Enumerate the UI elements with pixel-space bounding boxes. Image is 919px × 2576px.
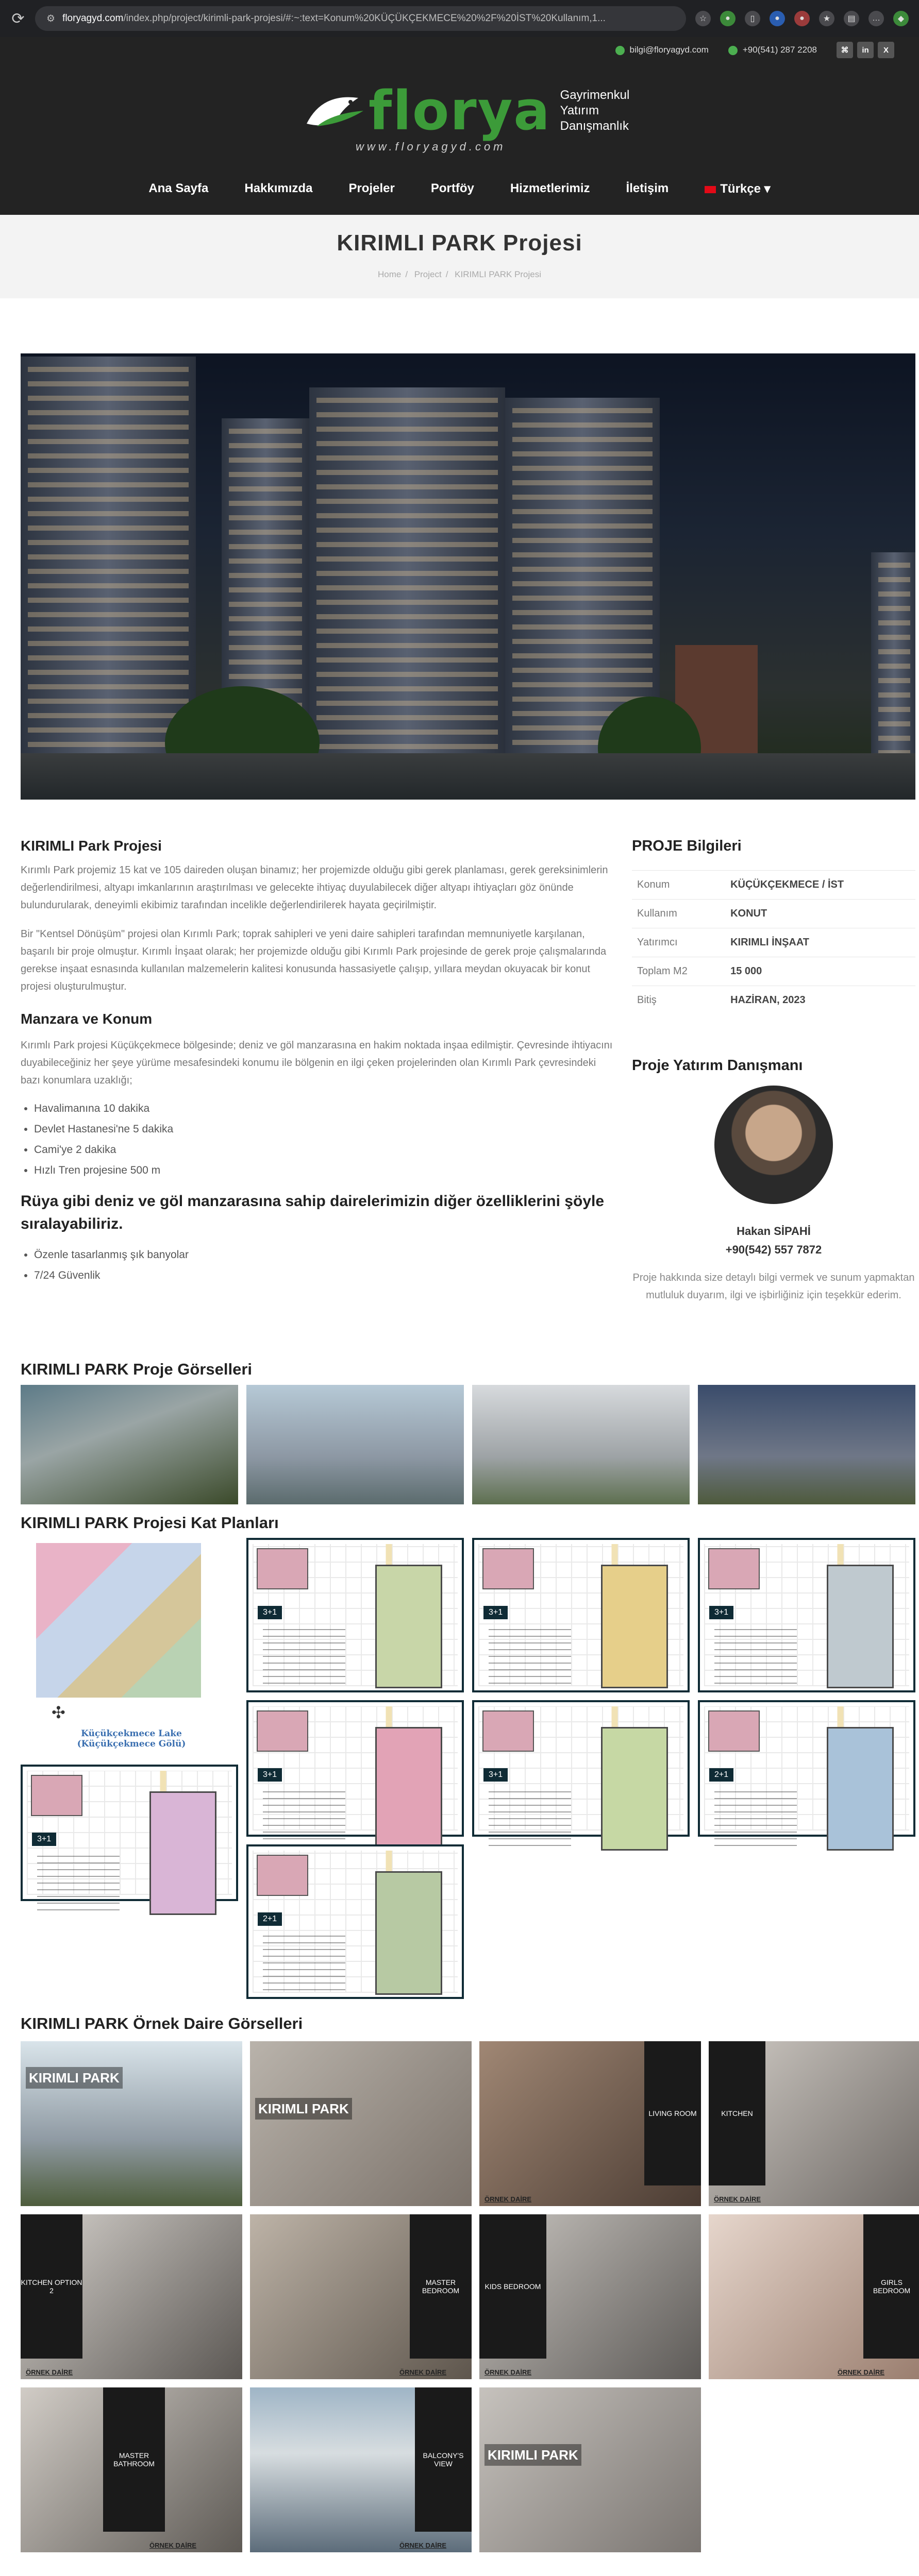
floor-plan-thumb[interactable]: 3+1 <box>472 1700 690 1837</box>
top-contact-bar <box>0 37 919 63</box>
table-row: Toplam M2 15 000 <box>632 957 915 986</box>
page-title-bar <box>0 215 919 298</box>
extension-icon[interactable]: ● <box>794 11 810 26</box>
site-logo[interactable] <box>302 79 630 153</box>
gallery-image[interactable] <box>21 1385 238 1504</box>
info-title: PROJE Bilgileri <box>632 838 742 854</box>
sample-image[interactable]: LIVING ROOM ÖRNEK DAİRE <box>479 2041 701 2206</box>
advisor-text: Proje hakkında size detaylı bilgi vermek ve sunum yapmaktan mutluluk duyarım, ilgi ve işbirliğiniz için teşekkür ederim. <box>632 1272 915 1301</box>
project-heading: KIRIMLI Park Projesi <box>21 838 162 854</box>
compass-icon: ✣ <box>52 1703 65 1722</box>
menu-item-about[interactable]: Hakkımızda <box>244 181 313 195</box>
features-list <box>21 1245 613 1286</box>
menu-item-home[interactable]: Ana Sayfa <box>148 181 209 195</box>
advisor-phone[interactable]: +90(542) 557 7872 <box>725 1243 822 1256</box>
site-plan-image[interactable] <box>21 1538 238 1755</box>
project-paragraph: Bir "Kentsel Dönüşüm" projesi olan Kırımlı Park; toprak sahipleri ve yeni daire sahipleri tarafından memnuniyetle karşılanan, başarılı bir proje olmuştur. Kırımlı İnşaat olarak; her projemizde olduğu gibi Kırımlı Park projesinde de gerek proje çalışmalarında gerekse inşaat esnasında kullanılan malzemelerin kalitesi konusunda hassasiyetle çalışıp, yıllara meydan okuyacak bir konut projesi oluşturulmuştur. <box>21 928 607 992</box>
advisor-card <box>632 1057 915 1304</box>
building-render <box>309 387 505 800</box>
floor-plan-thumb[interactable]: 2+1 <box>246 1844 464 1999</box>
features-heading: Rüya gibi deniz ve göl manzarasına sahip dairelerimizin diğer özelliklerini şöyle sıralayabiliriz. <box>21 1193 605 1232</box>
floor-plan-thumb[interactable]: 3+1 <box>698 1538 915 1692</box>
sample-image[interactable]: GIRLS BEDROOM ÖRNEK DAİRE <box>709 2214 919 2379</box>
menu-item-contact[interactable]: İletişim <box>626 181 669 195</box>
menu-item-projects[interactable]: Projeler <box>348 181 395 195</box>
whatsapp-icon <box>728 46 738 55</box>
logo-site-url: www.floryagyd.com <box>356 140 506 153</box>
sample-image[interactable]: KIDS BEDROOM ÖRNEK DAİRE <box>479 2214 701 2379</box>
lake-label: Küçükçekmece Lake (Küçükçekmece Gölü) <box>77 1728 186 1749</box>
sample-image[interactable]: BALCONY'S VIEW ÖRNEK DAİRE <box>250 2387 472 2552</box>
more-icon[interactable]: … <box>868 11 884 26</box>
sample-image[interactable]: KIRIMLI PARK <box>21 2041 242 2206</box>
star-icon[interactable]: ☆ <box>695 11 711 26</box>
social-links <box>837 42 894 58</box>
location-paragraph: Kırımlı Park projesi Küçükçekmece bölgesinde; deniz ve göl manzarasına en hakim noktada inşaa edilmiştir. Çevresinde ihtiyacını duyabileceğiniz her şeye yürüme mesafesindeki konumu ile bölgenin en ilgi çeken projelerinden olan Kırımlı Park çevresindeki bazı konumlara uzaklığı; <box>21 1040 613 1086</box>
collections-icon[interactable]: ▤ <box>844 11 859 26</box>
bird-logo-icon <box>302 82 369 139</box>
gallery-image[interactable] <box>246 1385 464 1504</box>
avatar <box>714 1086 833 1204</box>
advisor-name: Hakan SİPAHİ <box>737 1225 811 1238</box>
distance-list <box>21 1098 613 1181</box>
tune-icon: ⚙ <box>46 13 56 24</box>
site-header <box>0 63 919 215</box>
floor-plan-thumb[interactable]: 3+1 <box>472 1538 690 1692</box>
phone-link[interactable]: +90(541) 287 2208 <box>728 45 817 55</box>
page-title: KIRIMLI PARK Projesi <box>337 230 582 256</box>
table-row: Yatırımcı KIRIMLI İNŞAAT <box>632 928 915 957</box>
location-heading: Manzara ve Konum <box>21 1011 153 1027</box>
project-hero-image <box>21 353 915 800</box>
url-path: /index.php/project/kirimli-park-projesi/#:~:text=Konum%20KÜÇÜKÇEKMECE%20%2F%20İST%20Kullanım,1... <box>123 13 606 24</box>
breadcrumb-project[interactable]: Project <box>414 269 442 279</box>
list-item: • Cami'ye 2 dakika <box>34 1140 613 1160</box>
gallery-image[interactable] <box>472 1385 690 1504</box>
list-item: • Havalimanına 10 dakika <box>34 1098 613 1119</box>
floor-plan-thumb[interactable]: 3+1 <box>246 1538 464 1692</box>
x-icon[interactable]: X <box>878 42 894 58</box>
language-selector[interactable]: Türkçe ▾ <box>705 181 770 196</box>
site-plan-drawing <box>36 1543 201 1698</box>
reload-icon[interactable]: ⟳ <box>11 10 25 27</box>
project-info-panel <box>632 838 915 1014</box>
floor-plan-thumb[interactable]: 3+1 <box>246 1700 464 1837</box>
list-item: • Özenle tasarlanmış şık banyolar <box>34 1245 613 1265</box>
linkedin-icon[interactable]: in <box>857 42 874 58</box>
sample-image[interactable]: KITCHEN OPTION 2 ÖRNEK DAİRE <box>21 2214 242 2379</box>
sample-image[interactable]: KIRIMLI PARK <box>250 2041 472 2206</box>
logo-wordmark: florya <box>369 79 551 142</box>
menu-item-portfolio[interactable]: Portföy <box>430 181 474 195</box>
address-bar[interactable] <box>35 6 686 31</box>
logo-tagline: Gayrimenkul Yatırım Danışmanlık <box>560 88 630 133</box>
table-row: Konum KÜÇÜKÇEKMECE / İST <box>632 871 915 900</box>
sample-image[interactable]: MASTER BATHROOM ÖRNEK DAİRE <box>21 2387 242 2552</box>
turkey-flag-icon <box>705 186 716 193</box>
plans-title: KIRIMLI PARK Projesi Kat Planları <box>21 1514 279 1532</box>
url-domain: floryagyd.com <box>62 13 124 24</box>
mail-icon <box>615 46 625 55</box>
floor-plan-thumb[interactable]: 3+1 <box>21 1765 238 1901</box>
info-table <box>632 870 915 1014</box>
favorites-icon[interactable]: ★ <box>819 11 834 26</box>
visuals-title: KIRIMLI PARK Proje Görselleri <box>21 1360 253 1378</box>
gallery-image[interactable] <box>698 1385 915 1504</box>
list-item: • 7/24 Güvenlik <box>34 1265 613 1286</box>
main-menu <box>0 181 919 196</box>
browser-toolbar <box>0 0 919 37</box>
extension-icon[interactable]: ● <box>770 11 785 26</box>
sample-image[interactable]: MASTER BEDROOM ÖRNEK DAİRE <box>250 2214 472 2379</box>
table-row: Bitiş HAZİRAN, 2023 <box>632 986 915 1015</box>
breadcrumb: Home / Project / KIRIMLI PARK Projesi <box>377 269 542 279</box>
instagram-icon[interactable]: ⌘ <box>837 42 853 58</box>
sample-image[interactable]: KIRIMLI PARK <box>479 2387 701 2552</box>
list-item: • Hızlı Tren projesine 500 m <box>34 1160 613 1181</box>
copilot-icon[interactable]: ◆ <box>893 11 909 26</box>
advisor-title: Proje Yatırım Danışmanı <box>632 1057 803 1074</box>
list-item: • Devlet Hastanesi'ne 5 dakika <box>34 1119 613 1140</box>
email-link[interactable]: bilgi@floryagyd.com <box>615 45 709 55</box>
project-paragraph: Kırımlı Park projemiz 15 kat ve 105 daireden oluşan binamız; her projemizde olduğu gibi gerek planlaması, gerek gereksinimlerin değerlendirilmesi, altyapı imkanlarının araştırılması ve gelecekte ihtiyaç duyulabilecek diğer altyapı ihtiyaçları göz önünde bulundurularak, deneyimli ekibimiz tarafından incelikle değerlendirilerek hayata geçirilmiştir. <box>21 865 608 911</box>
samples-title: KIRIMLI PARK Örnek Daire Görselleri <box>21 2014 303 2032</box>
street-render <box>21 753 915 800</box>
sample-image[interactable]: KITCHEN ÖRNEK DAİRE <box>709 2041 919 2206</box>
floor-plan-thumb[interactable]: 2+1 <box>698 1700 915 1837</box>
extension-icon[interactable]: ● <box>720 11 736 26</box>
breadcrumb-current: KIRIMLI PARK Projesi <box>455 269 542 279</box>
menu-item-services[interactable]: Hizmetlerimiz <box>510 181 590 195</box>
table-row: Kullanım KONUT <box>632 900 915 928</box>
split-screen-icon[interactable]: ▯ <box>745 11 760 26</box>
project-description <box>21 838 613 1286</box>
breadcrumb-home[interactable]: Home <box>377 269 402 279</box>
